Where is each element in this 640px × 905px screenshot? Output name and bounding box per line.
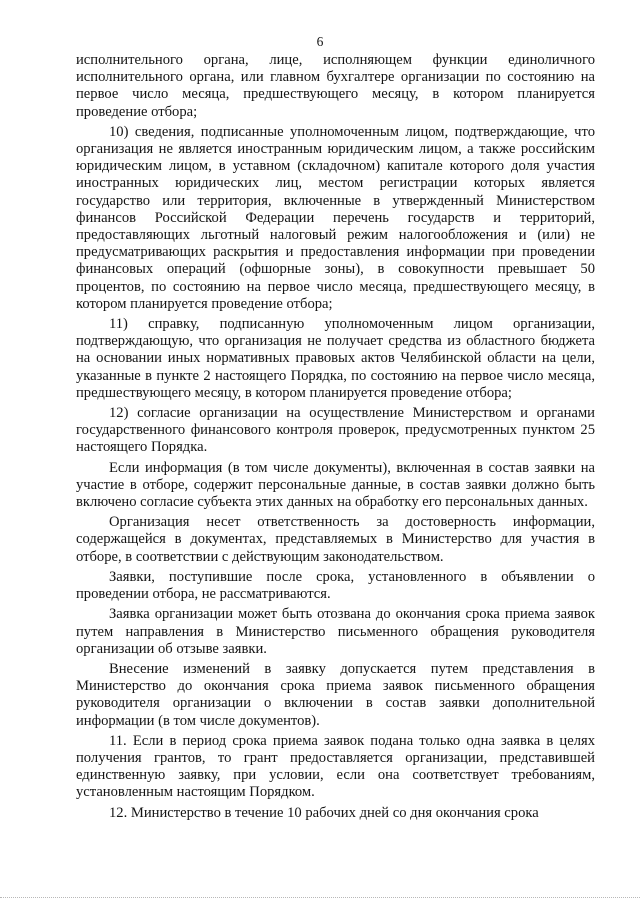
paragraph-personal-data: Если информация (в том числе документы), включенная в состав заявки на участие в отборе, содержит персональные данные, в состав заявки должно быть включено согласие субъекта этих данных на обработку его персональных данных. <box>76 459 595 511</box>
paragraph-amendments: Внесение изменений в заявку допускается путем представления в Министерство до окончания срока приема заявок письменного обращения руководителя организации о включении в состав заявки дополнительной информации (в том числе документов). <box>76 660 595 729</box>
page-number: 6 <box>316 34 324 49</box>
paragraph-item-12: 12) согласие организации на осуществление Министерством и органами государственного финансового контроля проверок, предусмотренных пунктом 25 настоящего Порядка. <box>76 405 595 456</box>
paragraph-responsibility: Организация несет ответственность за достоверность информации, содержащейся в документах, представляемых в Министерство для участия в отборе, в соответствии с действующим законодательством. <box>76 514 595 565</box>
scan-edge-line <box>0 897 640 899</box>
paragraph-withdrawal: Заявка организации может быть отозвана до окончания срока приема заявок путем направления в Министерство письменного обращения руководителя организации об отзыве заявки. <box>76 606 595 657</box>
paragraph-item-11: 11) справку, подписанную уполномоченным лицом организации, подтверждающую, что организация не получает средства из областного бюджета на основании иных нормативных правовых актов Челябинской области на цели, указанные в пункте 2 настоящего Порядка, по состоянию на первое число месяца, предшествующего месяцу, в котором планируется проведение отбора; <box>76 316 595 401</box>
paragraph-item-10: 10) сведения, подписанные уполномоченным лицом, подтверждающие, что организация не является иностранным юридическим лицом, а также российским юридическим лицом, в уставном (складочном) капитале которого доля участия иностранных юридических лиц, местом регистрации которых является государство или территория, включенные в утвержденный Министерством финансов Российской Федерации перечень государств и территорий, предоставляющих льготный налоговый режим налогообложения и (или) не предусматривающих раскрытия и предоставления информации при проведении финансовых операций (офшорные зоны), в совокупности превышает 50 процентов, по состоянию на первое число месяца, предшествующего месяцу, в котором планируется проведение отбора; <box>76 123 595 312</box>
document-body <box>76 52 595 822</box>
paragraph-section-11: 11. Если в период срока приема заявок подана только одна заявка в целях получения грантов, то грант предоставляется организации, представившей единственную заявку, при условии, если она соответствует требованиям, установленным настоящим Порядком. <box>76 732 595 801</box>
paragraph-section-12: 12. Министерство в течение 10 рабочих дней со дня окончания срока <box>109 804 539 821</box>
paragraph-continuation: исполнительного органа, лице, исполняющем функции единоличного исполнительного органа, или главном бухгалтере организации по состоянию на первое число месяца, предшествующего месяцу, в котором планируется проведение отбора; <box>76 52 595 120</box>
paragraph-late-applications: Заявки, поступившие после срока, установленного в объявлении о проведении отбора, не рассматриваются. <box>76 568 595 603</box>
